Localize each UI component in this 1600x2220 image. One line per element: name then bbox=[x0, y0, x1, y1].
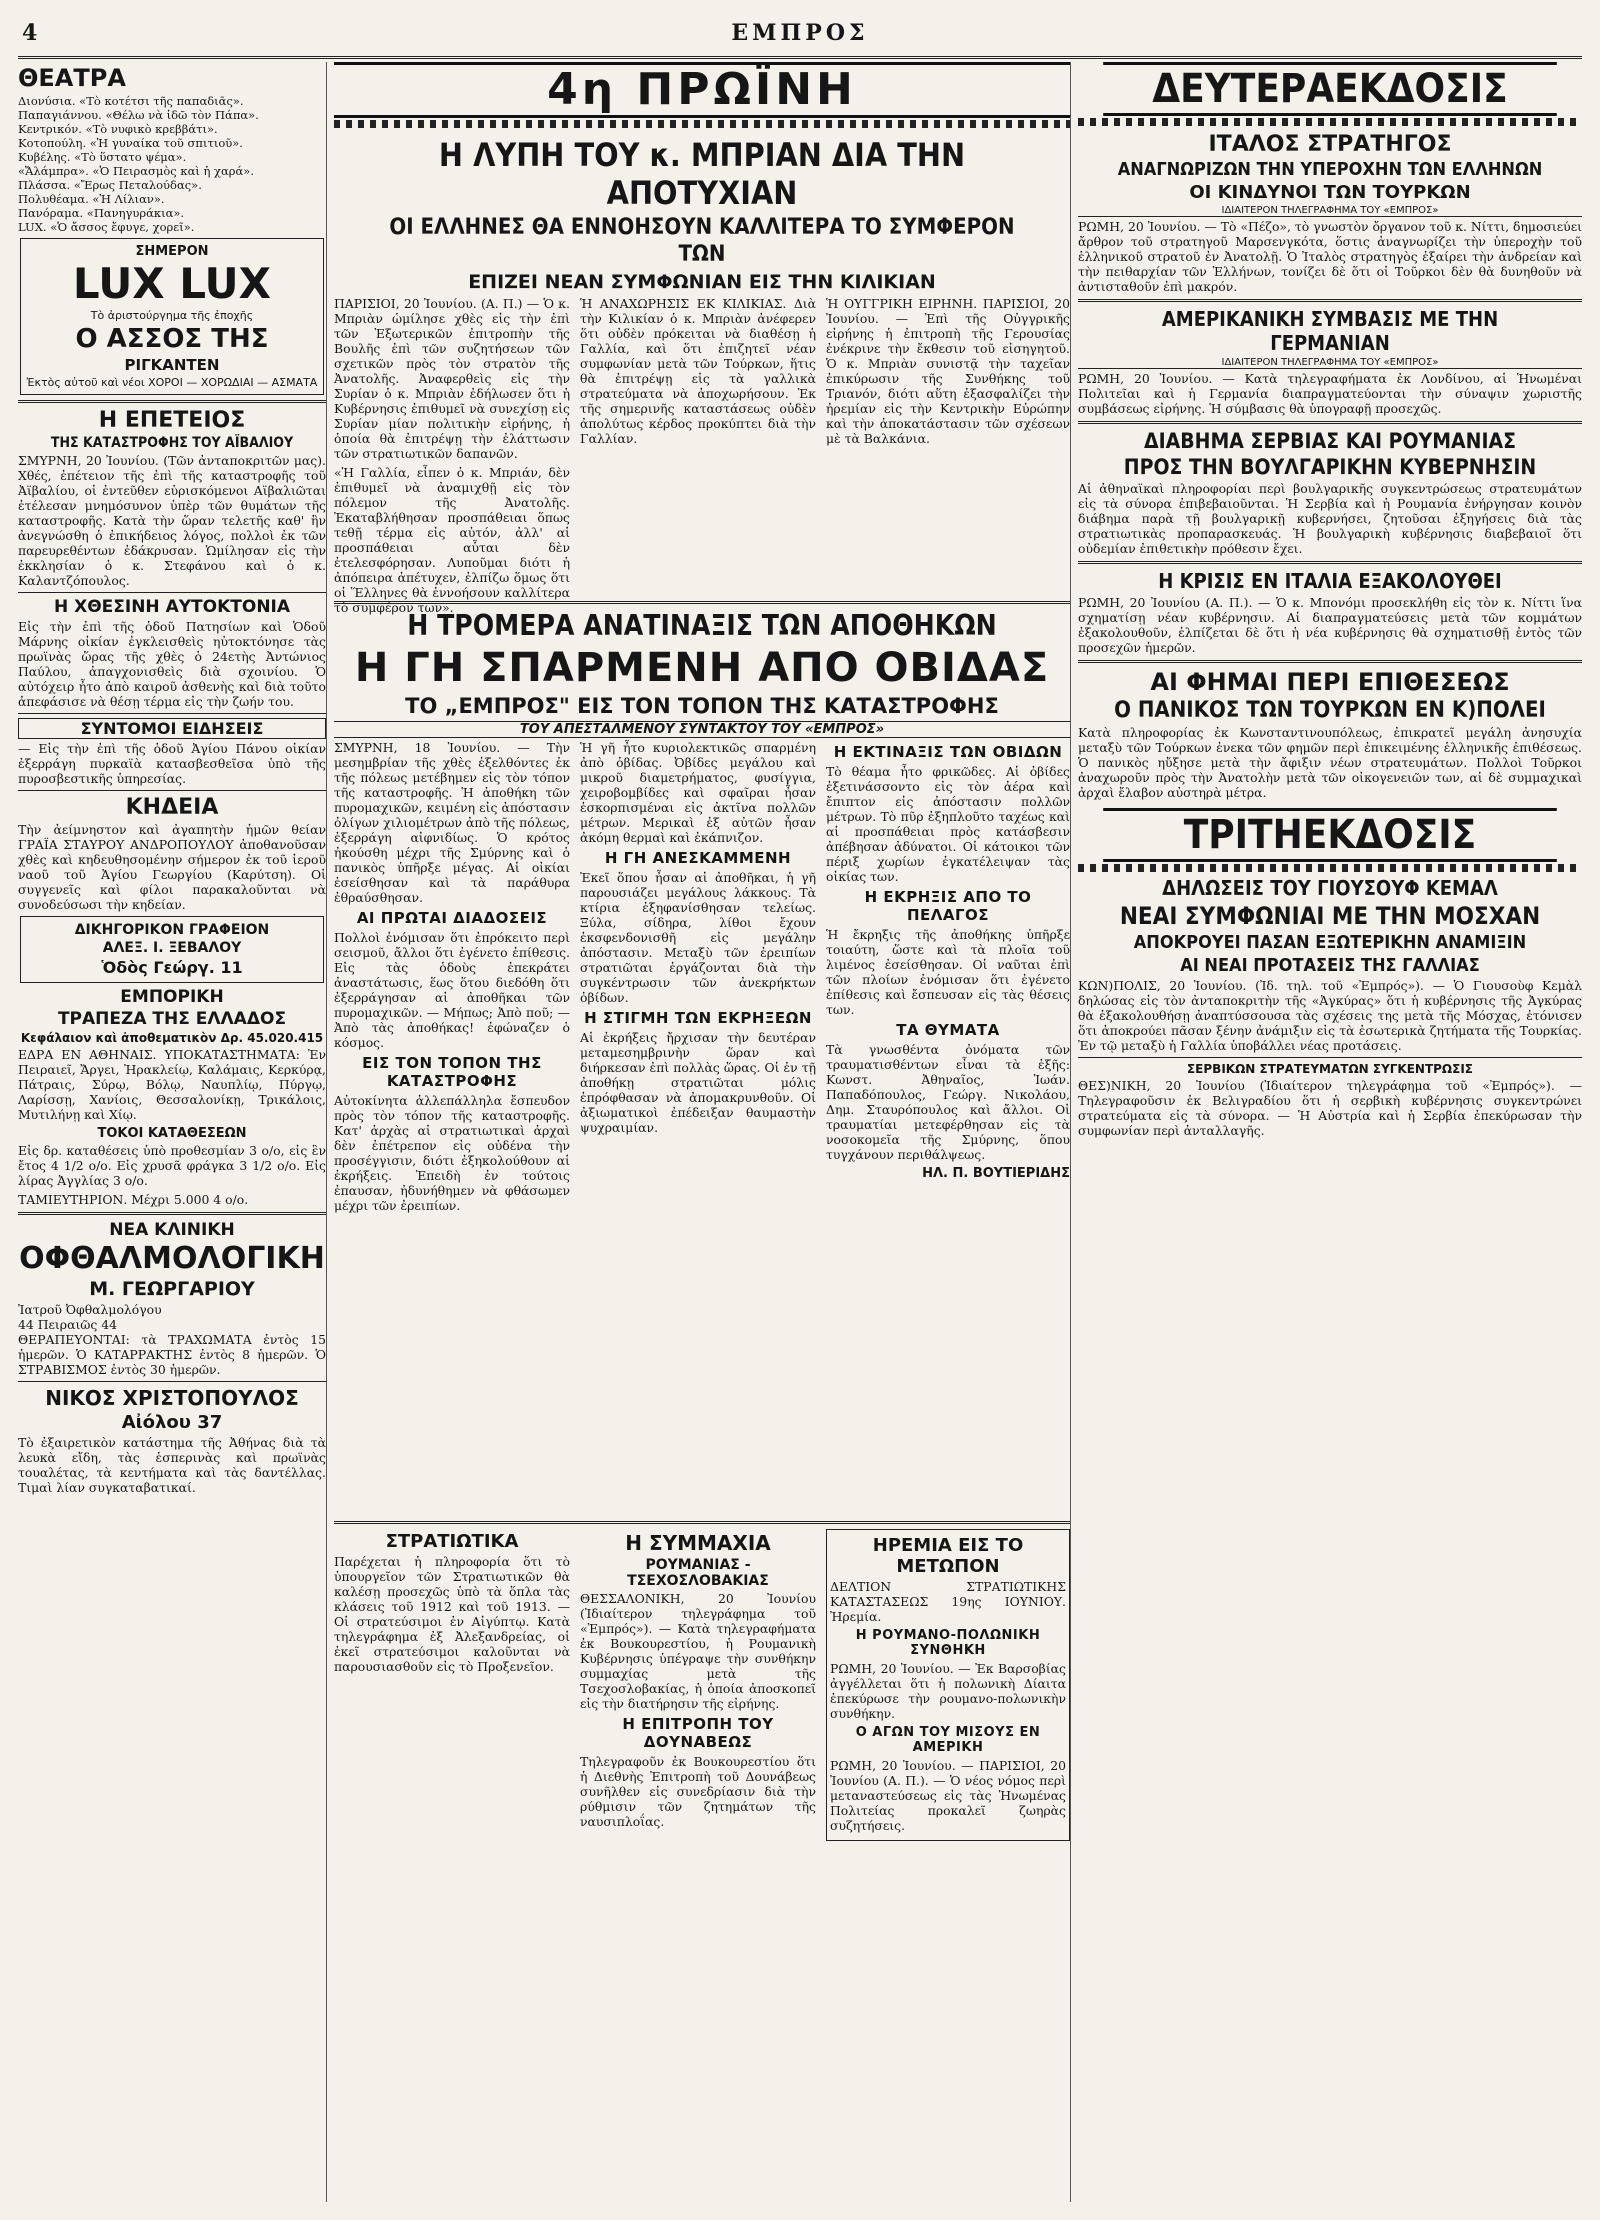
deposits-title: ΤΟΚΟΙ ΚΑΤΑΘΕΣΕΩΝ bbox=[97, 1126, 247, 1141]
kemal-title: ΔΗΛΩΣΕΙΣ ΤΟΥ ΓΙΟΥΣΟΥΦ ΚΕΜΑΛ bbox=[1162, 876, 1498, 900]
third-edition-banner: ΤΡΙΤΗΕΚΔΟΣΙΣ bbox=[1103, 808, 1557, 862]
funeral-text: Τὴν ἀείμνηστον καὶ ἀγαπητὴν ἡμῶν θείαν ΓΡΑΪΑ ΣΤΑΥΡΟΥ ΑΝΔΡΟΠΟΥΛΟΥ ἀποθανοῦσαν χθὲς καὶ κηδευθησομένην σήμερον ἐκ τοῦ ἱεροῦ ναοῦ τοῦ Ἁγίου Γεωργίου (Καρύτση). Οἱ συγγενεῖς καὶ φίλοι παρακαλοῦνται νὰ συνοδεύσωσι τὴν κηδείαν. bbox=[18, 822, 326, 912]
lux-subtitle: Τὸ ἀριστούργημα τῆς ἐποχῆς bbox=[90, 309, 254, 322]
serbia-title: ΔΙΑΒΗΜΑ ΣΕΡΒΙΑΣ ΚΑΙ ΡΟΥΜΑΝΙΑΣ bbox=[1143, 429, 1517, 453]
front-bulletin-text-2: ΡΩΜΗ, 20 Ἰουνίου. — Ἐκ Βαρσοβίας ἀγγέλλεται ὅτι ἡ πολωνικὴ Δίαιτα ἐπεκύρωσε τὴν ρουμανο-πολωνικὴν συνθήκην. bbox=[830, 1661, 1066, 1721]
front-bulletin-heading: Η ΡΟΥΜΑΝΟ-ΠΟΛΩΝΙΚΗ ΣΥΝΘΗΚΗ bbox=[855, 1628, 1041, 1658]
serbia-subtitle: ΠΡΟΣ ΤΗΝ ΒΟΥΛΓΑΡΙΚΗΝ ΚΥΒΕΡΝΗΣΙΝ bbox=[1123, 455, 1537, 479]
alliance-text: ΘΕΣΣΑΛΟΝΙΚΗ, 20 Ἰουνίου (Ἰδιαίτερον τηλεγράφημα τοῦ «Ἐμπρός»). — Κατὰ τηλεγραφήματα ἐκ Βουκουρεστίου, ἡ Ρουμανικὴ Κυβέρνησις ὑπέγραψε τὴν συνθήκην συμμαχίας μετὰ τῆς Τσεχοσλοβακίας, ἡ ὁποία ἀποσκοπεῖ εἰς τὴν διατήρησιν τῆς εἰρήνης. bbox=[580, 1591, 816, 1711]
story1-heading-2: ΕΙΣ ΤΟΝ ΤΟΠΟΝ ΤΗΣ ΚΑΤΑΣΤΡΟΦΗΣ bbox=[362, 1054, 542, 1090]
story3-text: Τὸ θέαμα ἦτο φρικῶδες. Αἱ ὀβίδες ἐξετινάσσοντο εἰς τὸν ἀέρα καὶ ἔπιπτον εἰς ἀπόστασιν πολλῶν μέτρων. Τὸ πῦρ ἐξηπλοῦτο ταχέως καὶ αἱ προσπάθειαι πρὸς κατάσβεσιν ἀπέβησαν ἀδύνατοι. Οἱ κάτοικοι τῶν πέριξ χωρίων ἐγκατέλειψαν τὰς οἰκίας των. bbox=[826, 764, 1070, 884]
theatres-listing: Διονύσια. «Τὸ κοτέτσι τῆς παπαδιᾶς». Παπαγιάννου. «Θέλω νὰ ἰδῶ τὸν Πάπα». Κεντρικόν. «Τὸ νυφικὸ κρεββάτι». Κοτοπούλη. «Ἡ γυναίκα τοῦ σπιτιοῦ». Κυβέλης. «Τὸ ὕστατο ψέμα». «Ἄλάμπρα». «Ὁ Πειρασμὸς καὶ ἡ χαρά». Πλάσσα. «Ἔρως Πεταλούδας». Πολυθέαμα. «Ἡ Λίλιαν». Πανόραμα. «Πανηγυράκια». LUX. «Ὁ ἄσσος ἔφυγε, χορεῖ». bbox=[18, 94, 259, 234]
story3-heading-2: Η ΕΚΡΗΞΙΣ ΑΠΟ ΤΟ ΠΕΛΑΓΟΣ bbox=[864, 888, 1032, 924]
nikos-title: ΝΙΚΟΣ ΧΡΙΣΤΟΠΟΥΛΟΣ bbox=[45, 1386, 299, 1410]
story1-heading: ΑΙ ΠΡΩΤΑΙ ΔΙΑΔΟΣΕΙΣ bbox=[356, 909, 548, 927]
story1-text: ΣΜΥΡΝΗ, 18 Ἰουνίου. — Τὴν μεσημβρίαν τῆς χθὲς ἐξελθόντες ἐκ τῆς πόλεως μετέβημεν εἰς τὸν τόπον τῆς καταστροφῆς. Ἡ ἀποθήκη τῶν πυρομαχικῶν, κειμένη εἰς ἀπόστασιν ὀλίγων χιλιομέτρων ἀπὸ τῆς πόλεως, ἐξερράγη αἰφνιδίως. Ὁ κρότος ἠκούσθη μέχρι τῆς Σμύρνης καὶ ὁ πανικὸς ὑπῆρξε μέγας. Αἱ οἰκίαι ἐσείσθησαν καὶ τὰ παράθυρα ἐθραύσθησαν. bbox=[334, 740, 570, 905]
story3-heading-3: ΤΑ ΘΥΜΑΤΑ bbox=[896, 1021, 1000, 1039]
lux-extra: Ἐκτὸς αὐτοῦ καὶ νέοι ΧΟΡΟΙ — ΧΟΡΩΔΙΑΙ — ΑΣΜΑΤΑ bbox=[26, 376, 318, 389]
main-headline: Η ΓΗ ΣΠΑΡΜΕΝΗ ΑΠΟ ΟΒΙΔΑΣ bbox=[354, 645, 1050, 691]
story1-text-c: Αὐτοκίνητα ἀλλεπάλληλα ἔσπευδον πρὸς τὸν τόπον τῆς καταστροφῆς. Κατ' ἀρχὰς αἱ στρατιωτικαὶ ἀρχαὶ δὲν ἐπέτρεπον εἰς οὐδένα τὴν προσέγγισιν, διότι ἐξηκολούθουν αἱ ἐκρήξεις. Ἐπειδὴ ἐν τούτοις ἐπαυσαν, ἠδυνήθημεν νὰ φθάσωμεν μέχρι τῶν ἐρειπίων. bbox=[334, 1093, 570, 1213]
italian-wire: ΙΔΙΑΙΤΕΡΟΝ ΤΗΛΕΓΡΑΦΗΜΑ ΤΟΥ «ΕΜΠΡΟΣ» bbox=[1078, 205, 1582, 217]
anniversary-text: ΣΜΥΡΝΗ, 20 Ἰουνίου. (Τῶν ἀνταποκριτῶν μας). Χθές, ἐπέτειον τῆς ἐπὶ τῆς καταστροφῆς τοῦ Ἀϊβαλίου, οἱ ἐντεῦθεν εὑρισκόμενοι Αϊβαλιῶται ἐτέλεσαν μνημόσυνον ὑπὲρ τῶν θυμάτων τῆς καταστροφῆς. Κατὰ τὴν ὥραν τελετῆς καθ' ἣν ἀνεγνώσθη ὁ ἐπικήδειος λόγος, πολλοὶ ἐκ τῶν παρευρεθέντων ἐδάκρυσαν. Ὡμίλησαν εἰς τὴν ἐκκλησίαν ὁ κ. Στεφάνου καὶ ὁ κ. Καλαντζόπουλος. bbox=[18, 453, 326, 588]
kemal-subtitle: ΝΕΑΙ ΣΥΜΦΩΝΙΑΙ ΜΕ ΤΗΝ ΜΟΣΧΑΝ bbox=[1119, 902, 1541, 930]
italian-subtitle: ΑΝΑΓΝΩΡΙΖΩΝ ΤΗΝ ΥΠΕΡΟΧΗΝ ΤΩΝ ΕΛΛΗΝΩΝ bbox=[1117, 159, 1543, 180]
main-subtitle: ΤΟ „ΕΜΠΡΟΣ" ΕΙΣ ΤΟΝ ΤΟΠΟΝ ΤΗΣ ΚΑΤΑΣΤΡΟΦΗΣ bbox=[405, 694, 999, 718]
italian-title: ΙΤΑΛΟΣ ΣΤΡΑΤΗΓΟΣ bbox=[1208, 132, 1452, 157]
front-bulletin-box bbox=[826, 1529, 1070, 1841]
edition-banner: 4η ΠΡΩΪΝΗ bbox=[334, 62, 1070, 118]
suicide-text: Εἰς τὴν ἐπὶ τῆς ὁδοῦ Πατησίων καὶ Ὁδοῦ Μάρνης οἰκίαν ἐγκλεισθεὶς ηὐτοκτόνησε τὰς πρωϊνὰς ὥρας τῆς χθὲς ὁ 24ετὴς Ἀντώνιος Παύλου, ἀπαγχονισθεὶς διὰ σχοινίου. Ὁ αὐτόχειρ ἦτο ἀπὸ καιροῦ ἀσθενὴς καὶ διὰ τοῦτο ἀπεφάσισε νὰ θέσῃ τέρμα εἰς τὴν ζωήν του. bbox=[18, 619, 326, 709]
nikos-address: Αἰόλου 37 bbox=[121, 1412, 223, 1433]
law-office-title: ΔΙΚΗΓΟΡΙΚΟΝ ΓΡΑΦΕΙΟΝ bbox=[74, 922, 270, 938]
panic-title: ΑΙ ΦΗΜΑΙ ΠΕΡΙ ΕΠΙΘΕΣΕΩΣ bbox=[1150, 668, 1510, 696]
us-wire: ΙΔΙΑΙΤΕΡΟΝ ΤΗΛΕΓΡΑΦΗΜΑ ΤΟΥ «ΕΜΠΡΟΣ» bbox=[1078, 357, 1582, 369]
law-office-ad bbox=[20, 916, 324, 983]
story2-text-b: Ἐκεῖ ὅπου ἦσαν αἱ ἀποθῆκαι, ἡ γῆ παρουσιάζει μεγάλους λάκκους. Τὰ κτίρια ἐξηφανίσθησαν τελείως. Ξύλα, σίδηρα, λίθοι ἔχουν ἐκσφενδονισθῆ εἰς μεγάλην ἀπόστασιν. Μεταξὺ τῶν ἐρειπίων στρατιῶται ἐργάζονται διὰ τὴν συγκέντρωσιν τῶν ἀνεκρήκτων ὀβίδων. bbox=[580, 870, 816, 1005]
clinic-title: ΟΦΘΑΛΜΟΛΟΓΙΚΗ bbox=[19, 1241, 325, 1276]
danube-title: Η ΕΠΙΤΡΟΠΗ ΤΟΥ ΔΟΥΝΑΒΕΩΣ bbox=[622, 1715, 774, 1751]
anniversary-title: Η ΕΠΕΤΕΙΟΣ bbox=[98, 408, 246, 433]
newspaper-title: ΕΜΠΡΟΣ bbox=[731, 20, 869, 46]
danube-text: Τηλεγραφοῦν ἐκ Βουκουρεστίου ὅτι ἡ Διεθνὴς Ἐπιτροπὴ τοῦ Δουνάβεως συνῆλθεν εἰς συνεδρίασιν διὰ τὴν ρύθμισιν τῶν ζητημάτων τῆς ναυσιπλοΐας. bbox=[580, 1754, 816, 1829]
bank-text: ΕΔΡΑ ΕΝ ΑΘΗΝΑΙΣ. ΥΠΟΚΑΤΑΣΤΗΜΑΤΑ: Ἐν Πειραιεῖ, Ἄργει, Ἠρακλείῳ, Καλάμαις, Κερκύρᾳ, Πάτραις, Σύρῳ, Βόλῳ, Ναυπλίῳ, Πύργῳ, Λαρίσσῃ, Χανίοις, Θεσσαλονίκῃ, Τρικάλοις, Μυτιλήνῃ καὶ Χίῳ. bbox=[18, 1047, 326, 1122]
bank-capital: Κεφάλαιον καὶ ἀποθεματικὸν Δρ. 45.020.415 bbox=[20, 1031, 324, 1045]
story2-heading-2: Η ΣΤΙΓΜΗ ΤΩΝ ΕΚΡΗΞΕΩΝ bbox=[584, 1009, 812, 1027]
us-text: ΡΩΜΗ, 20 Ἰουνίου. — Κατὰ τηλεγραφήματα ἐκ Λονδίνου, αἱ Ἡνωμέναι Πολιτεῖαι καὶ ἡ Γερμανία διαπραγματεύονται τὴν σύναψιν χωριστῆς συμβάσεως εἰρήνης. Ἡ σύμβασις θὰ ὑπογραφῇ προσεχῶς. bbox=[1078, 371, 1582, 416]
front-bulletin-heading-2: Ο ΑΓΩΝ ΤΟΥ ΜΙΣΟΥΣ ΕΝ ΑΜΕΡΙΚΗ bbox=[855, 1725, 1041, 1755]
right-column bbox=[1078, 62, 1582, 2202]
bank-title: ΤΡΑΠΕΖΑ ΤΗΣ ΕΛΛΑΔΟΣ bbox=[57, 1009, 287, 1029]
short-news-text: — Εἰς τὴν ἐπὶ τῆς ὁδοῦ Ἀγίου Πάνου οἰκίαν ἐξερράγη πυρκαϊὰ κατασβεσθεῖσα ὑπὸ τῆς πυροσβεστικῆς ὑπηρεσίας. bbox=[18, 741, 326, 786]
serbia-text: Αἱ ἀθηναϊκαὶ πληροφορίαι περὶ βουλγαρικῆς συγκεντρώσεως στρατευμάτων εἰς τὰ σύνορα ἐπιβεβαιοῦνται. Ἡ Σερβία καὶ ἡ Ρουμανία ἐνήργησαν κοινὸν διάβημα παρὰ τῇ βουλγαρικῇ κυβερνήσει, ζητοῦσαι ἐξηγήσεις διὰ τὰς στρατιωτικὰς προπαρασκευάς. Ἡ βουλγαρικὴ κυβέρνησις διαβεβαιοῖ ὅτι οὐδεμίαν ἐπιθετικὴν πρόθεσιν ἔχει. bbox=[1078, 481, 1582, 556]
center-column bbox=[334, 62, 1071, 2202]
anniversary-subtitle: ΤΗΣ ΚΑΤΑΣΤΡΟΦΗΣ ΤΟΥ ΑΪΒΑΛΙΟΥ bbox=[50, 435, 294, 451]
clinic-text: Ἰατροῦ Ὀφθαλμολόγου 44 Πειραιῶς 44 ΘΕΡΑΠΕΥΟΝΤΑΙ: τὰ ΤΡΑΧΩΜΑΤΑ ἐντὸς 15 ἡμερῶν. Ὁ ΚΑΤΑΡΡΑΚΤΗΣ ἐντὸς 8 ἡμερῶν. Ὁ ΣΤΡΑΒΙΣΜΟΣ ἐντὸς 30 ἡμερῶν. bbox=[18, 1302, 326, 1377]
story1-text-b: Πολλοὶ ἐνόμισαν ὅτι ἐπρόκειτο περὶ σεισμοῦ, ἄλλοι ὅτι ἐγένετο ἐπίθεσις. Εἰς τὰς ὁδοὺς ἐπεκράτει ἀναστάτωσις, ἕως ὅτου διεδόθη ὅτι ἐξερράγησαν αἱ ἀποθῆκαι τῶν πυρομαχικῶν. — Μήπως; Ἀπὸ ποῦ; — Ἀπὸ τὰς ἀποθήκας! ἐφώναζεν ὁ κόσμος. bbox=[334, 930, 570, 1050]
law-office-address: Ὁδὸς Γεώργ. 11 bbox=[101, 958, 243, 977]
lux-logo: LUX LUX bbox=[72, 259, 272, 308]
story2-heading: Η ΓΗ ΑΝΕΣΚΑΜΜΕΝΗ bbox=[604, 849, 792, 867]
front-bulletin-text: ΔΕΛΤΙΟΝ ΣΤΡΑΤΙΩΤΙΚΗΣ ΚΑΤΑΣΤΑΣΕΩΣ 19ης ΙΟΥΝΙΟΥ. Ἠρεμία. bbox=[830, 1579, 1066, 1624]
front-bulletin-text-3: ΡΩΜΗ, 20 Ἰουνίου. — ΠΑΡΙΣΙΟΙ, 20 Ἰουνίου (Α. Π.). — Ὁ νέος νόμος περὶ μεταναστεύσεως εἰς τὰς Ἡνωμένας Πολιτείας προκαλεῖ ζωηρὰς συζητήσεις. bbox=[830, 1758, 1066, 1833]
page-number: 4 bbox=[22, 20, 38, 46]
italy-crisis-text: ΡΩΜΗ, 20 Ἰουνίου (Α. Π.). — Ὁ κ. Μπονόμι προσεκλήθη εἰς τὸν κ. Νίττι ἵνα σχηματίσῃ νέαν κυβέρνησιν. Αἱ διαπραγματεύσεις μετὰ τῶν κομμάτων ἐξακολουθοῦν, ἐλπίζεται δὲ ὅτι ἡ νέα κυβέρνησις θὰ σχηματισθῇ ἐντὸς τῶν προσεχῶν ἡμερῶν. bbox=[1078, 595, 1582, 655]
italy-crisis-title: Η ΚΡΙΣΙΣ ΕΝ ΙΤΑΛΙΑ ΕΞΑΚΟΛΟΥΘΕΙ bbox=[1158, 569, 1502, 593]
nikos-text: Τὸ ἐξαιρετικὸν κατάστημα τῆς Ἀθήνας διὰ τὰ λευκὰ εἴδη, τὰς ἑσπερινὰς καὶ πρωϊνὰς τουαλέτας, τὰ κεντήματα καὶ τὰς δαντέλλας. Τιμαὶ λίαν συγκαταβατικαί. bbox=[18, 1435, 326, 1495]
panic-subtitle: Ο ΠΑΝΙΚΟΣ ΤΩΝ ΤΟΥΡΚΩΝ ΕΝ Κ)ΠΟΛΕΙ bbox=[1114, 698, 1546, 723]
kemal-subtitle-2: ΑΠΟΚΡΟΥΕΙ ΠΑΣΑΝ ΕΞΩΤΕΡΙΚΗΝ ΑΝΑΜΙΞΙΝ bbox=[1133, 932, 1527, 953]
main-title: Η ΤΡΟΜΕΡΑ ΑΝΑΤΙΝΑΞΙΣ ΤΩΝ ΑΠΟΘΗΚΩΝ bbox=[407, 609, 997, 642]
story3-text-b: Ἡ ἔκρηξις τῆς ἀποθήκης ὑπῆρξε τοιαύτη, ὥστε καὶ τὰ πλοῖα τοῦ λιμένος ἐσείσθησαν. Οἱ ναῦται ἐπὶ τῶν πλοίων ἐνόμισαν ὅτι ἐγένετο ἐπίθεσις καὶ ἔσπευσαν εἰς τὰς θέσεις των. bbox=[826, 927, 1070, 1017]
clinic-doctor: Μ. ΓΕΩΡΓΑΡΙΟΥ bbox=[89, 1278, 255, 1300]
italian-text: ΡΩΜΗ, 20 Ἰουνίου. — Τὸ «Πέζο», τὸ γνωστὸν ὄργανον τοῦ κ. Νίττι, δημοσιεύει ἄρθρον τοῦ στρατηγοῦ Μαρσενγκότα, ὅστις ἀναγνωρίζει τὴν ὑπεροχὴν τοῦ ἑλληνικοῦ στρατοῦ ἐν Ἀνατολῇ. Ὁ Ἰταλὸς στρατηγὸς ἐξαίρει τὴν ἀνδρείαν καὶ τὴν πειθαρχίαν τῶν Ἑλλήνων, τονίζει δὲ ὅτι οἱ Τοῦρκοι δὲν θὰ δυνηθοῦν νὰ ἀντισταθοῦν ἐπὶ μακρόν. bbox=[1078, 219, 1582, 294]
main-story bbox=[334, 740, 1070, 1516]
front-bulletin-title: ΗΡΕΜΙΑ ΕΙΣ ΤΟ ΜΕΤΩΠΟΝ bbox=[872, 1535, 1024, 1577]
alliance-title: Η ΣΥΜΜΑΧΙΑ bbox=[625, 1531, 771, 1555]
us-title: ΑΜΕΡΙΚΑΝΙΚΗ ΣΥΜΒΑΣΙΣ ΜΕ ΤΗΝ ΓΕΡΜΑΝΙΑΝ bbox=[1161, 307, 1499, 355]
savings-text: ΤΑΜΙΕΥΤΗΡΙΟΝ. Μέχρι 5.000 4 ο/ο. bbox=[18, 1192, 249, 1207]
lux-film: Ο ΑΣΣΟΣ ΤΗΣ bbox=[75, 324, 269, 354]
bank-kicker: ΕΜΠΟΡΙΚΗ bbox=[120, 987, 224, 1007]
lux-today: ΣΗΜΕΡΟΝ bbox=[135, 244, 209, 259]
lead-title: Η ΛΥΠΗ ΤΟΥ κ. ΜΠΡΙΑΝ ΔΙΑ ΤΗΝ ΑΠΟΤΥΧΙΑΝ bbox=[438, 136, 966, 212]
wave-rule-third bbox=[1078, 864, 1582, 872]
short-news-title: ΣΥΝΤΟΜΟΙ ΕΙΔΗΣΕΙΣ bbox=[18, 718, 326, 739]
serb-text: ΘΕΣ)ΝΙΚΗ, 20 Ἰουνίου (Ἰδιαίτερον τηλεγράφημα τοῦ «Ἐμπρός»). — Τηλεγραφοῦσιν ἐκ Βελιγραδίου ὅτι ἡ σερβικὴ κυβέρνησις συγκεντρώνει στρατεύματα εἰς τὰ σύνορα. — Ἡ Αὐστρία καὶ ἡ Σερβία ἐπεκύρωσαν τὴν συμφωνίαν περὶ ἀνταλλαγῆς. bbox=[1078, 1078, 1582, 1138]
theatres-title: ΘΕΑΤΡΑ bbox=[18, 64, 126, 92]
lead-subtitle-2: ΕΠΙΖΕΙ ΝΕΑΝ ΣΥΜΦΩΝΙΑΝ ΕΙΣ ΤΗΝ ΚΙΛΙΚΙΑΝ bbox=[468, 271, 936, 293]
military-title: ΣΤΡΑΤΙΩΤΙΚΑ bbox=[385, 1531, 519, 1552]
lead-subtitle: ΟΙ ΕΛΛΗΝΕΣ ΘΑ ΕΝΝΟΗΣΟΥΝ ΚΑΛΛΙΤΕΡΑ ΤΟ ΣΥΜΦΕΡΟΝ ΤΩΝ bbox=[389, 215, 1015, 267]
story3-signature: ΗΛ. Π. ΒΟΥΤΙΕΡΙΔΗΣ bbox=[922, 1166, 1070, 1181]
story3-text-c: Τὰ γνωσθέντα ὀνόματα τῶν τραυματισθέντων εἶναι τὰ ἑξῆς: Κωνστ. Ἀθηναῖος, Ἰωάν. Παπαδόπουλος, Γεώργ. Νικολάου, Δημ. Σταυρόπουλος καὶ ἄλλοι. Οἱ τραυματίαι μετεφέρθησαν εἰς τὰ νοσοκομεῖα τῆς Σμύρνης, ὅπου τυγχάνουν περιθάλψεως. bbox=[826, 1042, 1070, 1162]
story3-heading: Η ΕΚΤΙΝΑΞΙΣ ΤΩΝ ΟΒΙΔΩΝ bbox=[833, 743, 1063, 761]
alliance-subtitle: ΡΟΥΜΑΝΙΑΣ - ΤΣΕΧΟΣΛΟΒΑΚΙΑΣ bbox=[627, 1557, 769, 1589]
italian-subtitle-2: ΟΙ ΚΙΝΔΥΝΟΙ ΤΩΝ ΤΟΥΡΚΩΝ bbox=[1189, 182, 1471, 203]
lead-text-b: «Ἡ Γαλλία, εἶπεν ὁ κ. Μπριάν, δὲν ἐπιθυμεῖ νὰ ἀναμιχθῇ εἰς τὸν πόλεμον τῆς Ἀνατολῆς. Ἐκαταβλήθησαν προσπάθειαι ὅπως τεθῇ τέρμα εἰς αὐτόν, ἀλλ' αἱ προσπάθειαι αὗται δὲν ἐτελεσφόρησαν. Λυποῦμαι διότι ἡ ἀπόπειρα ἀπέτυχεν, ἐλπίζω ὅμως ὅτι οἱ Ἕλληνες θὰ ἐννοήσουν καλλίτερα τὸ συμφέρον των». bbox=[334, 465, 570, 615]
kemal-text: ΚΩΝ)ΠΟΛΙΣ, 20 Ἰουνίου. (Ἰδ. τηλ. τοῦ «Ἐμπρός»). — Ὁ Γιουσοὺφ Κεμὰλ δηλώσας εἰς τὸν ἀνταποκριτὴν τῆς «Ἀγκύρας» ὅτι ἡ κυβέρνησις τῆς Ἀγκύρας θὰ ἐξακολουθήσῃ ἀναπτύσσουσα τὰς σχέσεις της μετὰ τῆς Μόσχας, ἐτόνισεν ὅτι ἀποκρούει πᾶσαν ξένην ἀνάμιξιν εἰς τὰ ἐσωτερικὰ ζητήματα τῆς Τουρκίας. Ἐν τῷ μεταξὺ ἡ Γαλλία ὑποβάλλει νέας προτάσεις. bbox=[1078, 978, 1582, 1053]
bottom-section bbox=[334, 1529, 1070, 2089]
funeral-title: ΚΗΔΕΙΑ bbox=[125, 795, 219, 820]
main-byline: ΤΟΥ ΑΠΕΣΤΑΛΜΕΝΟΥ ΣΥΝΤΑΚΤΟΥ ΤΟΥ «ΕΜΠΡΟΣ» bbox=[334, 721, 1070, 738]
lux-star: ΡΙΓΚΑΝΤΕΝ bbox=[124, 356, 220, 374]
lux-ad bbox=[20, 238, 324, 395]
lead-text-a: ΠΑΡΙΣΙΟΙ, 20 Ἰουνίου. (Α. Π.) — Ὁ κ. Μπριὰν ὡμίλησε χθὲς εἰς τὴν ἐπὶ τῶν Ἐξωτερικῶν ἐπιτροπὴν τῆς Βουλῆς ἐπὶ τῶν συζητήσεων τῶν σχετικῶν πρὸς τὸν στρατὸν τῆς Ἀνατολῆς. Ἀναφερθεὶς εἰς τὴν Συρίαν ὁ κ. Μπριὰν ἐδήλωσεν ὅτι ἡ Κυβέρνησις ἐπιθυμεῖ νὰ συνεχίσῃ εἰς Συρίαν μίαν πολιτικὴν εἰρήνης, ἡ ὁποία θὰ ἐπιτρέψῃ τὴν ἐλάττωσιν τῶν στρατιωτικῶν δαπανῶν. bbox=[334, 296, 570, 461]
lead-text-d: Ἡ ΟΥΓΓΡΙΚΗ ΕΙΡΗΝΗ. ΠΑΡΙΣΙΟΙ, 20 Ἰουνίου. — Ἐπὶ τῆς Οὐγγρικῆς εἰρήνης ἡ ἐπιτροπὴ τῆς Γερουσίας ἐνέκρινε τὴν ἔκθεσιν τοῦ εἰσηγητοῦ. Ὁ κ. Μπριὰν συνιστᾷ τὴν ταχεῖαν ἐπικύρωσιν τῆς Συνθήκης τοῦ Τριανόν, διότι αὕτη ἐξασφαλίζει τὴν ἠρεμίαν εἰς τὴν Κεντρικὴν Εὐρώπην καὶ τὴν ἀποκατάστασιν τῶν σχέσεων μὲ τὰ Βαλκάνια. bbox=[826, 296, 1070, 446]
law-office-name: ΑΛΕΞ. Ι. ΞΕΒΑΛΟΥ bbox=[102, 940, 242, 956]
left-column bbox=[18, 62, 327, 2202]
newspaper-page bbox=[18, 18, 1582, 2202]
suicide-title: Η ΧΘΕΣΙΝΗ ΑΥΤΟΚΤΟΝΙΑ bbox=[53, 597, 291, 617]
second-edition-banner: ΔΕΥΤΕΡΑΕΚΔΟΣΙΣ bbox=[1103, 62, 1557, 116]
clinic-kicker: ΝΕΑ ΚΛΙΝΙΚΗ bbox=[109, 1220, 235, 1240]
military-text: Παρέχεται ἡ πληροφορία ὅτι τὸ ὑπουργεῖον τῶν Στρατιωτικῶν θὰ καλέσῃ προσεχῶς ὑπὸ τὰ ὅπλα τὰς κλάσεις τοῦ 1912 καὶ τοῦ 1913. — Οἱ στρατεύσιμοι ἐν Αἰγύπτῳ. Κατὰ τηλεγράφημα ἐξ Ἀλεξανδρείας, οἱ ἐκεῖ στρατεύσιμοι καλοῦνται νὰ παρουσιασθοῦν εἰς τὸ Προξενεῖον. bbox=[334, 1554, 570, 1674]
lead-text-c: Ἡ ΑΝΑΧΩΡΗΣΙΣ ΕΚ ΚΙΛΙΚΙΑΣ. Διὰ τὴν Κιλικίαν ὁ κ. Μπριὰν ἀνέφερεν ὅτι οὐδὲν πρόκειται νὰ διαθέσῃ ἡ Γαλλία, καὶ ὅτι ἐπιζητεῖ νέαν συμφωνίαν μετὰ τῶν Τούρκων, ἥτις θὰ ἐπιτρέψῃ εἰς τὰ γαλλικὰ στρατεύματα νὰ ἀποχωρήσουν. Ἐκ τῆς σημερινῆς καταστάσεως οὐδὲν ἀπολύτως κέρδος προκύπτει διὰ τὴν Γαλλίαν. bbox=[580, 296, 816, 446]
wave-rule-right bbox=[1078, 118, 1582, 126]
kemal-subtitle-3: ΑΙ ΝΕΑΙ ΠΡΟΤΑΣΕΙΣ ΤΗΣ ΓΑΛΛΙΑΣ bbox=[1180, 955, 1480, 976]
lead-story bbox=[334, 296, 1070, 615]
story2-text-c: Αἱ ἐκρήξεις ἤρχισαν τὴν δευτέραν μεταμεσημβρινὴν ὥραν καὶ διήρκεσαν ἐπὶ πολλὰς ὥρας. Οἱ ἐν τῇ ἀποθήκῃ στρατιῶται μόλις ἐπρόφθασαν νὰ ἀπομακρυνθοῦν. Οἱ ἀξιωματικοὶ ἐπέδειξαν θαυμαστὴν ψυχραιμίαν. bbox=[580, 1030, 816, 1135]
story2-text: Ἡ γῆ ἦτο κυριολεκτικῶς σπαρμένη ἀπὸ ὀβίδας. Ὀβίδες μεγάλου καὶ μικροῦ διαμετρήματος, φυσίγγια, χειροβομβίδες καὶ σφαῖραι ἦσαν ἐσκορπισμέναι εἰς ἀκτῖνα πολλῶν μέτρων. Μερικαὶ ἐξ αὐτῶν ἦσαν ἀκόμη θερμαὶ καὶ ἐκάπνιζον. bbox=[580, 740, 816, 845]
panic-text: Κατὰ πληροφορίας ἐκ Κωνσταντινουπόλεως, ἐπικρατεῖ μεγάλη ἀνησυχία μεταξὺ τῶν Τούρκων ἐνεκα τῶν φημῶν περὶ ἐπικειμένης ἑλληνικῆς ἐπιθέσεως. Ὁ πανικὸς ηὔξησε μετὰ τὴν ἄφιξιν νέων στρατευμάτων. Πολλοὶ Τοῦρκοι ἀναχωροῦν πρὸς τὴν Ἀνατολὴν μετὰ τῶν οἰκογενειῶν των, αἱ δὲ συμμαχικαὶ ἀρχαὶ ἔλαβον αὐστηρὰ μέτρα. bbox=[1078, 725, 1582, 800]
wave-rule bbox=[334, 120, 1070, 128]
deposits-text: Εἰς δρ. καταθέσεις ὑπὸ προθεσμίαν 3 ο/ο, εἰς ἓν ἔτος 4 1/2 ο/ο. Εἰς χρυσᾶ φράγκα 3 1/2 ο/ο. Εἰς λίρας Ἀγγλίας 3 ο/ο. bbox=[18, 1143, 326, 1188]
serb-title: ΣΕΡΒΙΚΩΝ ΣΤΡΑΤΕΥΜΑΤΩΝ ΣΥΓΚΕΝΤΡΩΣΙΣ bbox=[1186, 1062, 1473, 1076]
masthead bbox=[18, 18, 1582, 59]
